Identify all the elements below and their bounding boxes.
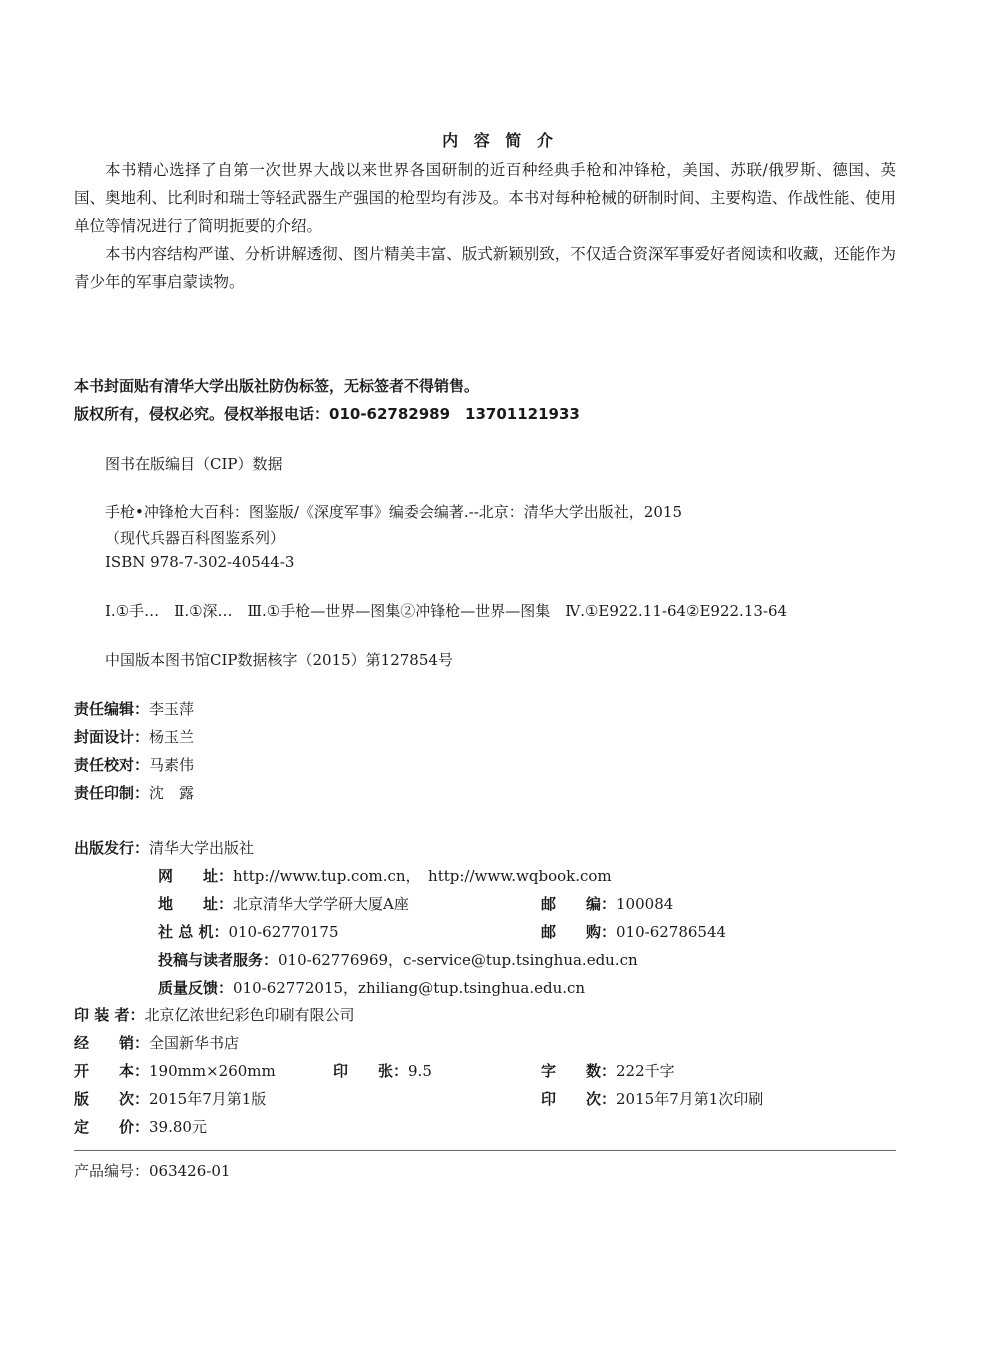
printer-value: 北京亿浓世纪彩色印刷有限公司 <box>144 1006 355 1024</box>
impression-label: 印 次： <box>541 1090 617 1108</box>
staff-value: 杨玉兰 <box>149 728 195 746</box>
mail-order-value: 010-62786544 <box>616 923 727 941</box>
staff-cover-design <box>74 726 194 747</box>
cip-line-1: 手枪•冲锋枪大百科：图鉴版/《深度军事》编委会编著.--北京：清华大学出版社，2015 <box>105 503 682 521</box>
switchboard-label: 社 总 机： <box>158 923 229 941</box>
price-value: 39.80元 <box>149 1118 207 1136</box>
sheets-value: 9.5 <box>408 1062 432 1080</box>
price-label: 定 价： <box>74 1118 150 1136</box>
edition-value: 2015年7月第1版 <box>149 1090 267 1108</box>
address-value: 北京清华大学学研大厦A座 <box>233 895 409 913</box>
staff-value: 沈 露 <box>149 784 195 802</box>
printer-label: 印 装 者： <box>74 1006 145 1024</box>
impression-value: 2015年7月第1次印刷 <box>616 1090 764 1108</box>
intro-text <box>74 156 896 296</box>
cip-verification: 中国版本图书馆CIP数据核字（2015）第127854号 <box>105 651 453 669</box>
zipcode-label: 邮 编： <box>541 895 617 913</box>
format-value: 190mm×260mm <box>149 1062 276 1080</box>
zipcode-row <box>541 893 673 914</box>
distributor-value: 全国新华书店 <box>149 1034 240 1052</box>
publisher-label: 出版发行： <box>74 839 150 857</box>
edition-label: 版 次： <box>74 1090 150 1108</box>
website-row <box>158 865 612 886</box>
printer-row <box>74 1004 354 1025</box>
format-row <box>74 1060 276 1081</box>
staff-proofreader <box>74 754 194 775</box>
staff-label: 封面设计： <box>74 728 150 746</box>
word-count-value: 222千字 <box>616 1062 675 1080</box>
website-label: 网 址： <box>158 867 234 885</box>
reader-service-value: 010-62776969，c-service@tup.tsinghua.edu.cn <box>278 951 638 969</box>
intro-paragraph-1: 本书精心选择了自第一次世界大战以来世界各国研制的近百种经典手枪和冲锋枪，美国、苏联/俄罗斯、德国、英国、奥地利、比利时和瑞士等轻武器生产强国的枪型均有涉及。本书对每种枪械的研制时间、主要构造、作战性能、使用单位等情况进行了简明扼要的介绍。 <box>74 161 896 235</box>
copyright-notice: 版权所有，侵权必究。侵权举报电话：010-62782989 13701121933 <box>74 405 580 423</box>
word-count-row <box>541 1060 675 1081</box>
staff-value: 李玉萍 <box>149 700 195 718</box>
quality-feedback-value: 010-62772015，zhiliang@tup.tsinghua.edu.cn <box>233 979 586 997</box>
staff-printing <box>74 782 194 803</box>
publisher-row <box>74 837 254 858</box>
address-label: 地 址： <box>158 895 234 913</box>
distributor-row <box>74 1032 239 1053</box>
staff-label: 责任印制： <box>74 784 150 802</box>
format-label: 开 本： <box>74 1062 150 1080</box>
zipcode-value: 100084 <box>616 895 674 913</box>
price-row <box>74 1116 207 1137</box>
switchboard-row <box>158 921 339 942</box>
quality-feedback-label: 质量反馈： <box>158 979 234 997</box>
divider-line <box>74 1150 896 1151</box>
website-value: http://www.tup.com.cn， http://www.wqbook.com <box>233 867 612 885</box>
reader-service-row <box>158 949 638 970</box>
switchboard-value: 010-62770175 <box>228 923 339 941</box>
impression-row <box>541 1088 763 1109</box>
mail-order-label: 邮 购： <box>541 923 617 941</box>
address-row <box>158 893 409 914</box>
edition-row <box>74 1088 266 1109</box>
cip-classification: Ⅰ.①手… Ⅱ.①深… Ⅲ.①手枪—世界—图集②冲锋枪—世界—图集 Ⅳ.①E922.11-64②E922.13-64 <box>105 602 788 620</box>
intro-paragraph-2: 本书内容结构严谨、分析讲解透彻、图片精美丰富、版式新颖别致，不仅适合资深军事爱好者阅读和收藏，还能作为青少年的军事启蒙读物。 <box>74 245 896 291</box>
mail-order-row <box>541 921 726 942</box>
cip-line-2: （现代兵器百科图鉴系列） <box>105 529 286 547</box>
section-title: 内 容 简 介 <box>442 131 558 150</box>
product-code: 产品编号：063426-01 <box>74 1162 231 1180</box>
antifake-notice: 本书封面贴有清华大学出版社防伪标签，无标签者不得销售。 <box>74 377 480 395</box>
sheets-row <box>333 1060 432 1081</box>
reader-service-label: 投稿与读者服务： <box>158 951 279 969</box>
sheets-label: 印 张： <box>333 1062 409 1080</box>
distributor-label: 经 销： <box>74 1034 150 1052</box>
staff-editor <box>74 698 194 719</box>
quality-feedback-row <box>158 977 585 998</box>
publisher-value: 清华大学出版社 <box>149 839 255 857</box>
word-count-label: 字 数： <box>541 1062 617 1080</box>
staff-value: 马素伟 <box>149 756 195 774</box>
cip-isbn: ISBN 978-7-302-40544-3 <box>105 553 295 571</box>
staff-label: 责任编辑： <box>74 700 150 718</box>
staff-label: 责任校对： <box>74 756 150 774</box>
cip-heading: 图书在版编目（CIP）数据 <box>105 455 283 473</box>
